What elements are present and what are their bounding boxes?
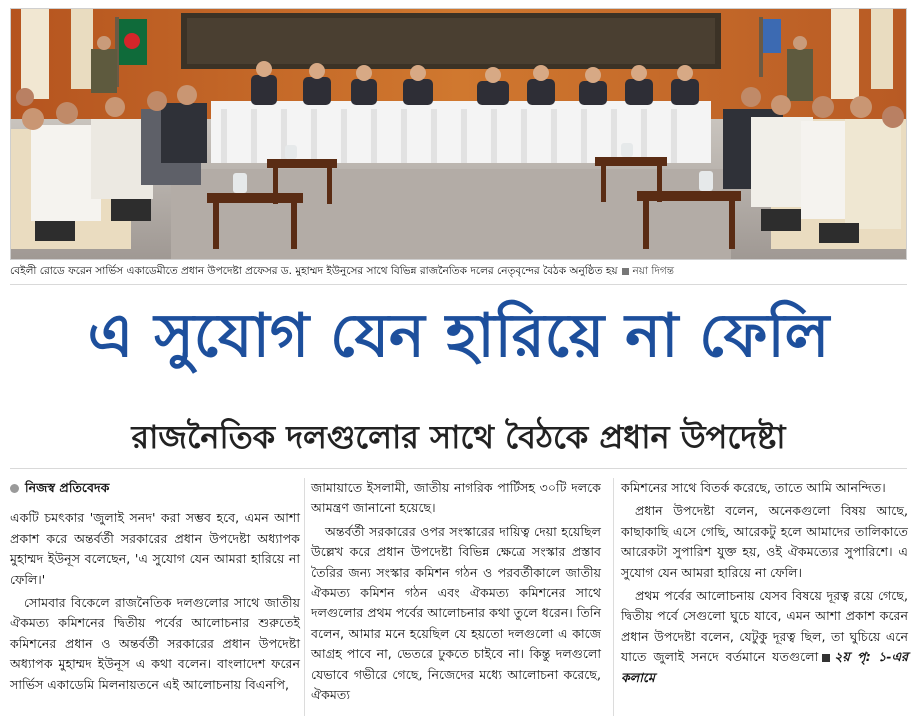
paragraph: কমিশনের সাথে বিতর্ক করেছে, তাতে আমি আনন্দিত। xyxy=(621,480,886,495)
byline-text: নিজস্ব প্রতিবেদক xyxy=(25,480,110,495)
column-divider xyxy=(613,478,614,716)
meeting-photo xyxy=(10,8,907,260)
headline: এ সুযোগ যেন হারিয়ে না ফেলি xyxy=(87,301,830,371)
paragraph: সোমবার বিকেলে রাজনৈতিক দলগুলোর সাথে জাতীয় ঐকমত্য কমিশনের দ্বিতীয় পর্বের আলোচনার শুরুতেই কমিশনের প্রধান ও অন্তর্বর্তী সরকারের প্রধান উপদেষ্টা অধ্যাপক মুহাম্মদ ইউনূস এ কথা বলেন। বাংলাদেশ ফরেন সার্ভিস একাডেমি মিলনায়তনে এই আলোচনায় বিএনপি, xyxy=(10,595,300,692)
article-column-3 xyxy=(621,478,908,691)
meeting-photo-illustration xyxy=(11,9,907,260)
article-column-2 xyxy=(311,478,601,708)
paragraph: জামায়াতে ইসলামী, জাতীয় নাগরিক পার্টিসহ ৩০টি দলকে আমন্ত্রণ জানানো হয়েছে। xyxy=(311,480,601,516)
caption-divider xyxy=(10,284,907,285)
caption-square-icon xyxy=(622,268,629,275)
paragraph: প্রধান উপদেষ্টা বলেন, অনেকগুলো বিষয় আছে, কাছাকাছি এসে গেছি, আরেকটু হলে আমাদের তালিকাতে আরেকটা সুপারিশ যুক্ত হয়, ওই ঐকমত্যের সুপারিশে। এ সুযোগ যেন আমরা হারিয়ে না ফেলি। xyxy=(621,503,908,580)
byline xyxy=(10,478,300,498)
caption-text: বেইলী রোডে ফরেন সার্ভিস একাডেমীতে প্রধান উপদেষ্টা প্রফেসর ড. মুহাম্মদ ইউনুসের সাথে বিভিন্ন রাজনৈতিক দলের নেতৃবৃন্দের বৈঠক অনুষ্ঠিত হয় xyxy=(10,265,618,277)
bullet-icon xyxy=(10,484,19,493)
subheadline: রাজনৈতিক দলগুলোর সাথে বৈঠকে প্রধান উপদেষ্টা xyxy=(131,418,786,456)
paragraph: অন্তর্বর্তী সরকারের ওপর সংস্কারের দায়িত্ব দেয়া হয়েছিল উল্লেখ করে প্রধান উপদেষ্টা বিভিন্ন ক্ষেত্রে সংস্কার প্রস্তাব তৈরির জন্য সংস্কার কমিশন গঠন ও পরবর্তীকালে জাতীয় ঐকমত্য কমিশন গঠন এবং ঐকমত্য কমিশনের সাথে দলগুলোর প্রথম পর্বের আলোচনার কথা তুলে ধরেন। তিনি বলেন, আমার মনে হয়েছিল যে হয়তো দলগুলো এ কাজে আগ্রহ পাবে না, ভেতরে ঢুকতে চাইবে না। কিন্তু দলগুলো যেভাবে গভীরে গেছে, নিজেদের মধ্যে আলোচনা করেছে, ঐকমত্য xyxy=(311,523,601,703)
paragraph xyxy=(621,586,908,688)
paragraph-text: প্রথম পর্বের আলোচনায় যেসব বিষয়ে দূরত্ব রয়ে গেছে, দ্বিতীয় পর্বে সেগুলো ঘুচে যাবে, এমন আশা প্রকাশ করেন প্রধান উপদেষ্টা বলেন, যেটুকু দূরত্ব ছিল, তা ঘুচিয়ে এনে যাতে জুলাই সনদে বর্তমানে যতগুলো xyxy=(621,588,908,665)
photo-caption xyxy=(10,264,907,278)
continuation-note[interactable]: ২য় পৃ: ১-এর কলামে xyxy=(621,649,908,685)
article-column-1 xyxy=(10,478,300,698)
continuation-square-icon xyxy=(822,654,830,662)
paragraph: একটি চমৎকার 'জুলাই সনদ' করা সম্ভব হবে, এমন আশা প্রকাশ করে অন্তর্বর্তী সরকারের প্রধান উপদেষ্টা অধ্যাপক মুহাম্মদ ইউনূস বলেছেন, 'এ সুযোগ যেন আমরা হারিয়ে না ফেলি।' xyxy=(10,510,300,587)
caption-source: নয়া দিগন্ত xyxy=(632,265,675,277)
subheadline-divider xyxy=(10,468,907,469)
column-divider xyxy=(304,478,305,716)
